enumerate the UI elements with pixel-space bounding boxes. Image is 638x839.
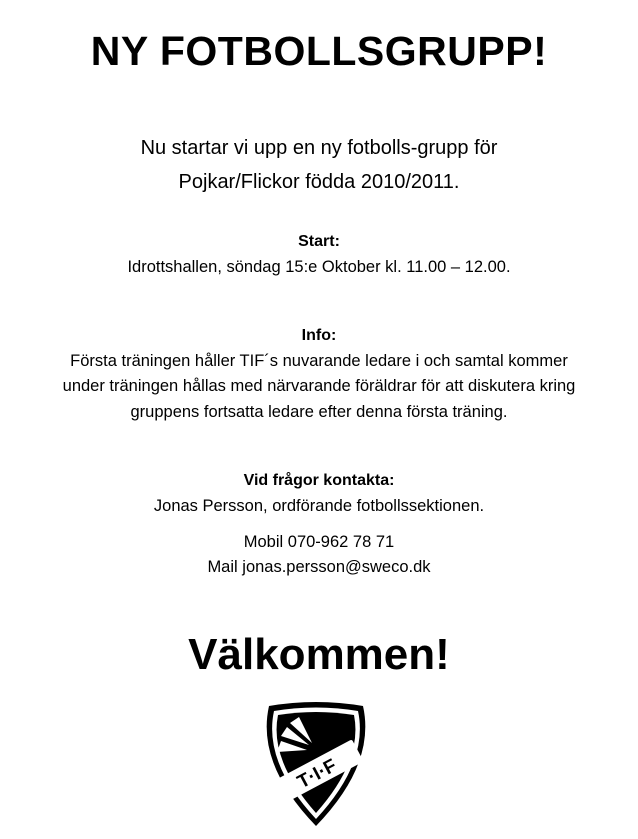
start-heading: Start: xyxy=(298,233,340,250)
contact-phone: Mobil 070-962 78 71 xyxy=(243,533,395,551)
info-line-3: gruppens fortsatta ledare efter denna första träning. xyxy=(130,403,508,421)
info-line-1: Första träningen håller TIF´s nuvarande ledare i och samtal kommer xyxy=(70,352,568,370)
welcome-text: Välkommen! xyxy=(188,630,450,679)
page-title: NY FOTBOLLSGRUPP! xyxy=(90,28,548,74)
info-heading: Info: xyxy=(301,327,337,344)
intro-line-2: Pojkar/Flickor födda 2010/2011. xyxy=(178,171,460,193)
intro-line-1: Nu startar vi upp en ny fotbolls-grupp för xyxy=(140,137,498,159)
info-line-2: under träningen hållas med närvarande föräldrar för att diskutera kring xyxy=(62,377,576,395)
contact-name: Jonas Persson, ordförande fotbollssektionen. xyxy=(153,497,485,515)
contact-heading: Vid frågor kontakta: xyxy=(243,472,395,489)
start-details: Idrottshallen, söndag 15:e Oktober kl. 11.00 – 12.00. xyxy=(127,258,511,276)
club-logo xyxy=(255,700,377,828)
logo-text: T·I·F xyxy=(294,755,341,794)
contact-mail: Mail jonas.persson@sweco.dk xyxy=(207,558,431,576)
